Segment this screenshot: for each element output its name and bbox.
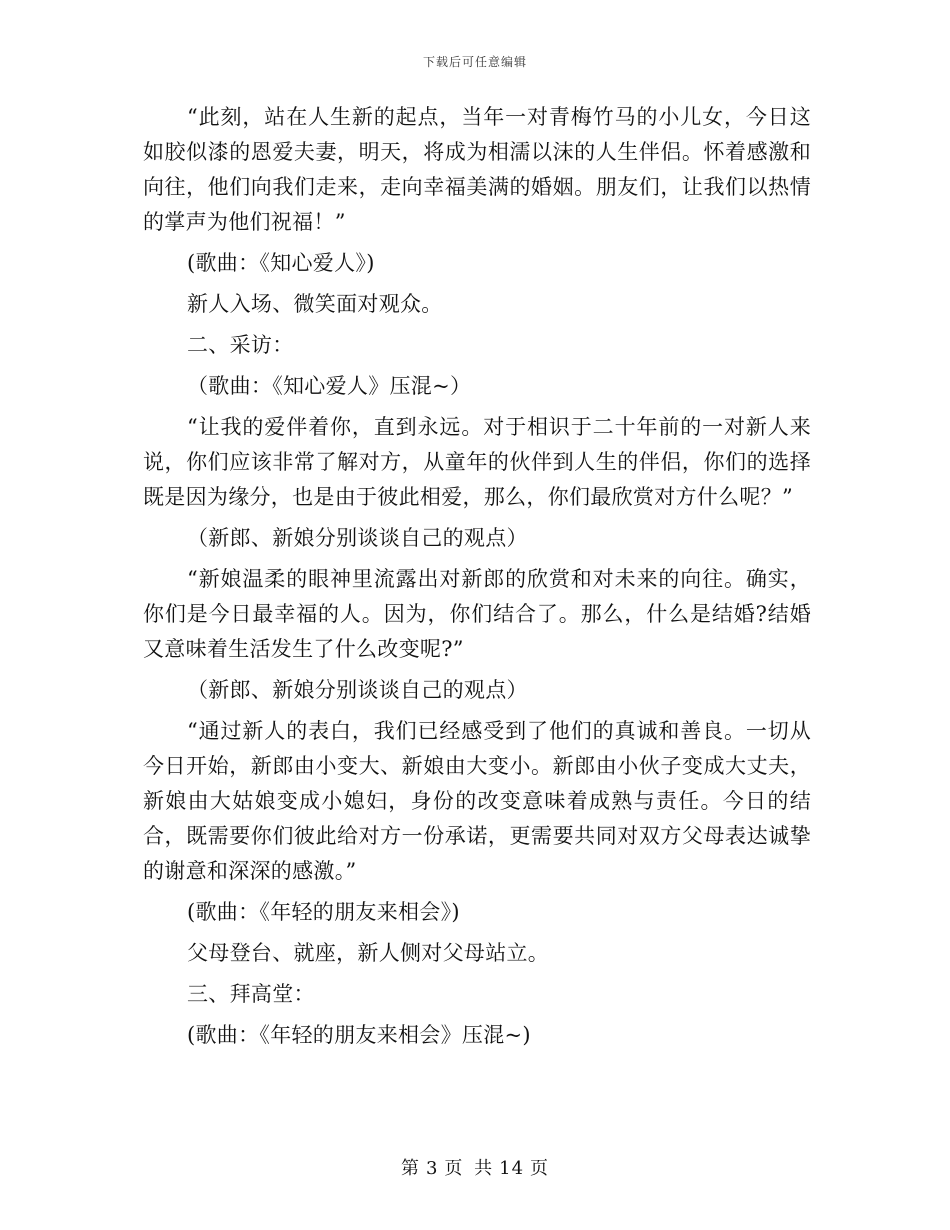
footer-page-number: 3 (425, 1158, 439, 1179)
section-heading-bow-parents: 三、拜高堂： (187, 982, 315, 1006)
paragraph-host-blessing: “此刻，站在人生新的起点，当年一对青梅竹马的小儿女，今日这如胶似漆的恩爱夫妻，明天，将成为相濡以沫的人生伴侣。怀着感激和向往，他们向我们走来，走向幸福美满的婚姻。朋友们，让我们以热情的掌声为他们祝福！” (143, 105, 811, 234)
paragraph-song-cue: (歌曲：《年轻的朋友来相会》) (187, 900, 460, 924)
paragraph-host-speech: “通过新人的表白，我们已经感受到了他们的真诚和善良。一切从今日开始，新郎由小变大、新娘由大变小。新郎由小伙子变成大丈夫，新娘由大姑娘变成小媳妇，身份的改变意味着成熟与责任。今日的结合，既需要你们彼此给对方一份承诺，更需要共同对双方父母表达诚挚的谢意和深深的感激。” (143, 719, 811, 883)
paragraph-stage-direction: 父母登台、就座，新人侧对父母站立。 (187, 941, 550, 965)
footer-prefix: 第 (400, 1158, 420, 1179)
footer-total-pages: 14 (499, 1158, 525, 1179)
footer-middle: 页 共 (444, 1158, 494, 1179)
paragraph-stage-direction: （新郎、新娘分别谈谈自己的观点） (187, 678, 528, 702)
paragraph-host-question: “新娘温柔的眼神里流露出对新郎的欣赏和对未来的向往。确实，你们是今日最幸福的人。因为，你们结合了。那么，什么是结婚?结婚又意味着生活发生了什么改变呢?” (143, 567, 811, 661)
paragraph-stage-direction: 新人入场、微笑面对观众。 (187, 292, 443, 316)
paragraph-song-cue: (歌曲：《知心爱人》) (187, 251, 375, 275)
page-header: 下载后可任意编辑 (422, 55, 527, 69)
page-footer (0, 1154, 950, 1180)
paragraph-song-cue: （歌曲：《知心爱人》压混~） (187, 374, 472, 398)
paragraph-host-question: “让我的爱伴着你，直到永远。对于相识于二十年前的一对新人来说，你们应该非常了解对方，从童年的伙伴到人生的伴侣，你们的选择既是因为缘分，也是由于彼此相爱，那么，你们最欣赏对方什么呢？” (143, 415, 811, 509)
paragraph-song-cue: (歌曲：《年轻的朋友来相会》压混~) (187, 1023, 531, 1047)
section-heading-interview: 二、采访： (187, 333, 294, 357)
document-body (143, 100, 811, 1053)
paragraph-stage-direction: （新郎、新娘分别谈谈自己的观点） (187, 526, 528, 550)
footer-suffix: 页 (530, 1158, 550, 1179)
